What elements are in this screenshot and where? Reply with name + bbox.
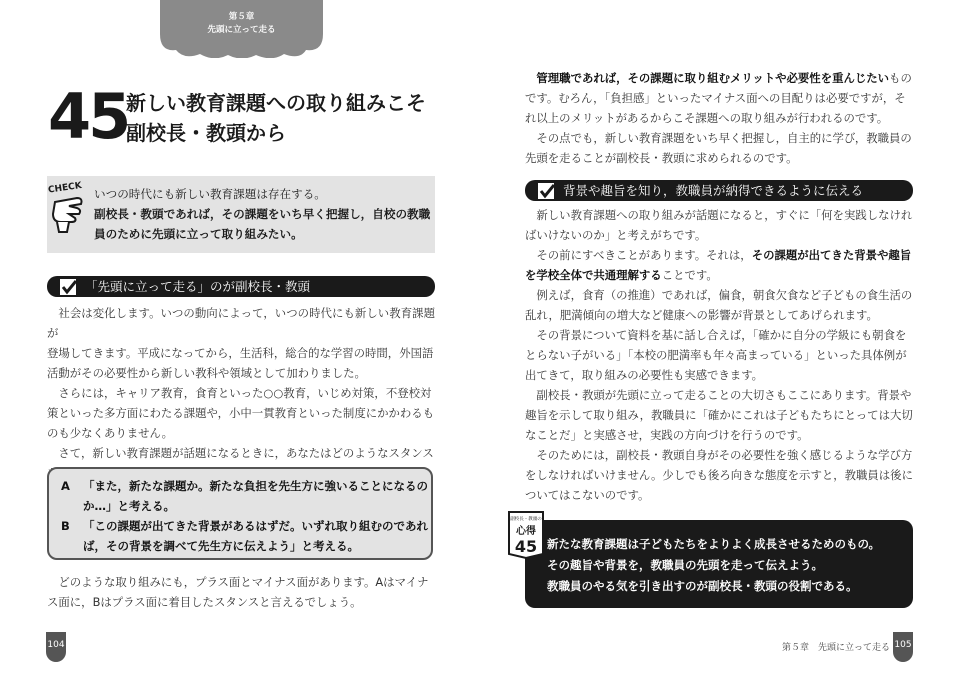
body-line: 副校長・教頭が先頭に立って走ることの大切さもここにあります。背景や	[536, 388, 912, 402]
chapter-tab-line2: 先頭に立って走る	[207, 25, 276, 35]
body-bold: を学校全体で共通理解する	[525, 268, 662, 282]
left-closing	[47, 572, 435, 612]
body-span: その前にすべきことがあります。それは，	[536, 248, 752, 262]
body-line: 社会は変化します。いつの動向によって，いつの時代にも新しい教育課題が	[47, 306, 435, 340]
check-icon-label: CHECK	[47, 180, 83, 196]
body-line: 活動がその必要性から新しい教科や領域として加わりました。	[47, 366, 366, 380]
body-line: ばいけないのか」と考えがちです。	[525, 228, 707, 242]
checkbox-icon	[60, 279, 76, 295]
body-line: です。むろん，「負担感」といったマイナス面への目配りは必要ですが，そ	[525, 91, 906, 105]
summary-line3: 教職員のやる気を引き出すのが副校長・教頭の役割である。	[547, 579, 858, 593]
body-line: 登場してきます。平成になってから，生活科，総合的な学習の時間，外国語	[47, 346, 434, 360]
body-line: その点でも，新しい教育課題をいち早く把握し，自主的に学び，教職員の	[536, 131, 912, 145]
left-body-1	[47, 303, 435, 483]
body-line: 例えば，食育（の推進）であれば，偏食，朝食欠食など子どもの食生活の	[536, 288, 913, 302]
chapter-tab	[160, 0, 323, 58]
body-line: ついてはこないのです。	[525, 488, 650, 502]
summary-line1: 新たな教育課題は子どもたちをよりよく成長させるためのもの。	[547, 537, 881, 551]
check-line1: いつの時代にも新しい教育課題は存在する。	[94, 187, 326, 201]
right-body	[525, 205, 913, 505]
body-line: そのためには，副校長・教頭自身がその必要性を強く感じるような学び方	[536, 448, 913, 462]
body-span: ことです。	[661, 268, 718, 282]
stance-a-line1: 「また，新たな課題か。新たな負担を先生方に強いることになるの	[83, 479, 428, 493]
body-line: さらには，キャリア教育，食育といった○○教育，いじめ対策，不登校対	[58, 386, 432, 400]
pointing-hand-icon	[47, 178, 91, 238]
heading-2-text: 背景や趣旨を知り，教職員が納得できるように伝える	[563, 183, 864, 198]
kokoroe-badge	[505, 510, 547, 560]
body-line: をしなければいけません。少しでも後ろ向きな態度を示すと，教職員は後に	[525, 468, 913, 482]
body-line: 先頭を走ることが副校長・教頭に求められるのです。	[525, 151, 798, 165]
body-line: れ以上のメリットがあるからこそ課題への取り組みが行われるのです。	[525, 111, 889, 125]
footer-chapter: 第５章 先頭に立って走る	[781, 643, 890, 653]
badge-top: 副校長・教頭の	[510, 517, 542, 522]
heading-1-text: 「先頭に立って走る」のが副校長・教頭	[85, 279, 311, 294]
check-line2: 副校長・教頭であれば，その課題をいち早く把握し，自校の教職	[94, 207, 431, 221]
stance-b-text	[83, 516, 428, 556]
body-line: 新しい教育課題への取り組みが話題になると，すぐに「何を実践しなけれ	[536, 208, 913, 222]
page-number-right: 105	[893, 632, 913, 662]
stance-a-text	[83, 476, 428, 516]
body-line: とらない子がいる」「本校の肥満率も年々高まっている」といった具体例が	[525, 348, 907, 362]
body-line: 乱れ，肥満傾向の増大など健康への影響が背景としてあげられます。	[525, 308, 878, 322]
heading-2	[525, 180, 913, 201]
check-text	[94, 184, 434, 244]
section-number: 45	[48, 80, 129, 153]
section-title-line2: 副校長・教頭から	[126, 121, 286, 145]
chapter-tab-line1: 第５章	[228, 12, 255, 22]
body-line: その背景について資料を基に話し合えば，「確かに自分の学級にも朝食を	[536, 328, 907, 342]
heading-1	[47, 276, 435, 297]
body-line: どのような取り組みにも，プラス面とマイナス面があります。Aはマイナ	[58, 575, 429, 589]
section-title	[126, 88, 426, 148]
badge-label: 心得	[516, 526, 536, 537]
check-line3: 員のために先頭に立って取り組みたい。	[94, 227, 303, 241]
stance-b-line1: 「この課題が出てきた背景があるはずだ。いずれ取り組むのであれ	[83, 519, 428, 533]
body-line: なことだ」と実感させ，実践の方向づけを行うのです。	[525, 428, 809, 442]
summary-text	[547, 534, 907, 597]
body-line: ス面に，Bはプラス面に着目したスタンスと言えるでしょう。	[47, 595, 362, 609]
intro-rest: もの	[889, 71, 912, 85]
page-number-left: 104	[46, 632, 66, 662]
badge-number: 45	[514, 537, 538, 556]
summary-line2: その趣旨や背景を，教職員の先頭を走って伝えよう。	[547, 558, 823, 572]
section-title-line1: 新しい教育課題への取り組みこそ	[126, 91, 426, 115]
stance-b-label: B	[61, 519, 70, 533]
intro-bold: 管理職であれば，その課題に取り組むメリットや必要性を重んじたい	[536, 71, 890, 85]
checkbox-icon	[538, 183, 554, 199]
stance-b-line2: ば，その背景を調べて先生方に伝えよう」と考える。	[83, 539, 359, 553]
body-line: 出てきて，取り組みの必要性も実感できます。	[525, 368, 764, 382]
body-bold: その課題が出てきた背景や趣旨	[751, 248, 912, 262]
body-line: さて，新しい教育課題が話題になるときに，あなたはどのようなスタンス	[58, 446, 434, 460]
body-line: 策といった多方面にわたる課題や，小中一貫教育といった制度にかかわるも	[47, 406, 435, 420]
body-line: 趣旨を示して取り組み，教職員に「確かにこれは子どもたちにとっては大切	[525, 408, 913, 422]
stance-a-line2: か…」と考える。	[83, 499, 175, 513]
body-line: のも少なくありません。	[47, 426, 173, 440]
right-intro	[525, 68, 913, 168]
stance-a-label: A	[61, 479, 70, 493]
